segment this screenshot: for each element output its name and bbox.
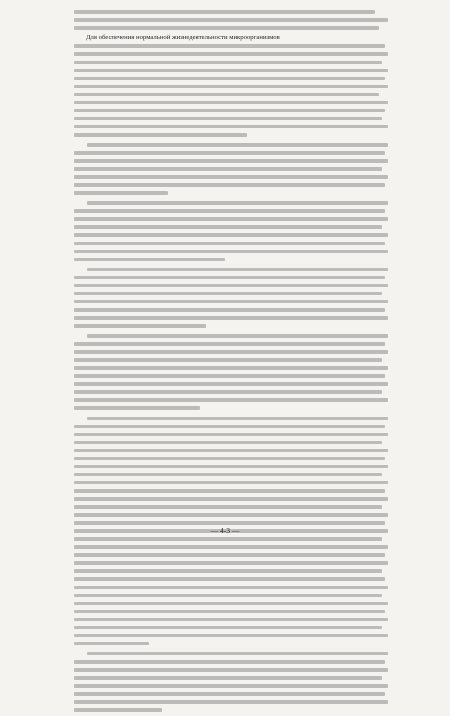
text-line [74,322,388,330]
text-line [74,247,388,255]
text-line [74,698,388,706]
text-line [74,430,388,438]
text-line [74,535,388,543]
paragraph [74,265,388,329]
text-line [74,290,388,298]
text-line [74,306,388,314]
text-line [74,495,388,503]
text-line [74,607,388,615]
text-line [74,340,388,348]
text-line [74,181,388,189]
text-line [74,215,388,223]
text-line [74,650,388,658]
text-column [74,8,388,716]
text-line [74,471,388,479]
text-line [74,706,388,714]
paragraph [74,332,388,412]
text-line [74,414,388,422]
text-line [74,463,388,471]
text-line [74,356,388,364]
text-line [74,559,388,567]
text-line [74,364,388,372]
text-line [74,380,388,388]
paragraph [74,199,388,263]
text-line [74,388,388,396]
text-line [74,591,388,599]
text-line [74,149,388,157]
text-line [74,503,388,511]
text-line [74,239,388,247]
text-line [74,487,388,495]
text-line [74,455,388,463]
text-line [74,99,388,107]
text-line [74,682,388,690]
text-line [74,511,388,519]
text-line [74,274,388,282]
text-line [74,82,388,90]
text-line [74,123,388,131]
text-line [74,615,388,623]
text-line [74,115,388,123]
text-line [74,640,388,648]
text-line [74,674,388,682]
paragraph [74,8,388,32]
text-line [74,438,388,446]
text-line [74,199,388,207]
text-line [74,567,388,575]
text-line [74,157,388,165]
text-line [74,298,388,306]
text-line [74,24,388,32]
text-line [74,66,388,74]
text-line [74,16,388,24]
text-line [74,223,388,231]
text-line [74,632,388,640]
text-line [74,666,388,674]
text-line [74,165,388,173]
page-number: — 4-3 — [210,526,240,535]
text-line [74,58,388,66]
text-line [74,141,388,149]
text-line [74,231,388,239]
text-line [74,50,388,58]
text-line [74,348,388,356]
text-line [74,599,388,607]
text-line [74,690,388,698]
text-line [74,446,388,454]
text-line [74,74,388,82]
text-line [74,189,388,197]
text-line [74,314,388,322]
text-line [74,396,388,404]
text-line [74,8,388,16]
text-line [74,107,388,115]
text-line [74,90,388,98]
text-line [74,372,388,380]
paragraph [74,34,388,139]
text-line [74,575,388,583]
paragraph-text: Для обеспечения нормальной жизнедеятельности микроорганизмов [86,34,280,42]
paragraph [74,650,388,714]
text-line [74,42,388,50]
text-line [74,422,388,430]
text-line [74,543,388,551]
text-line [74,173,388,181]
text-line [74,131,388,139]
text-line [74,479,388,487]
paragraph [74,141,388,197]
text-line [74,404,388,412]
text-line [74,282,388,290]
text-line [74,658,388,666]
text-line [74,255,388,263]
text-line [74,207,388,215]
text-line [74,265,388,273]
text-line [74,624,388,632]
text-line [74,332,388,340]
text-line [74,583,388,591]
text-line [74,551,388,559]
